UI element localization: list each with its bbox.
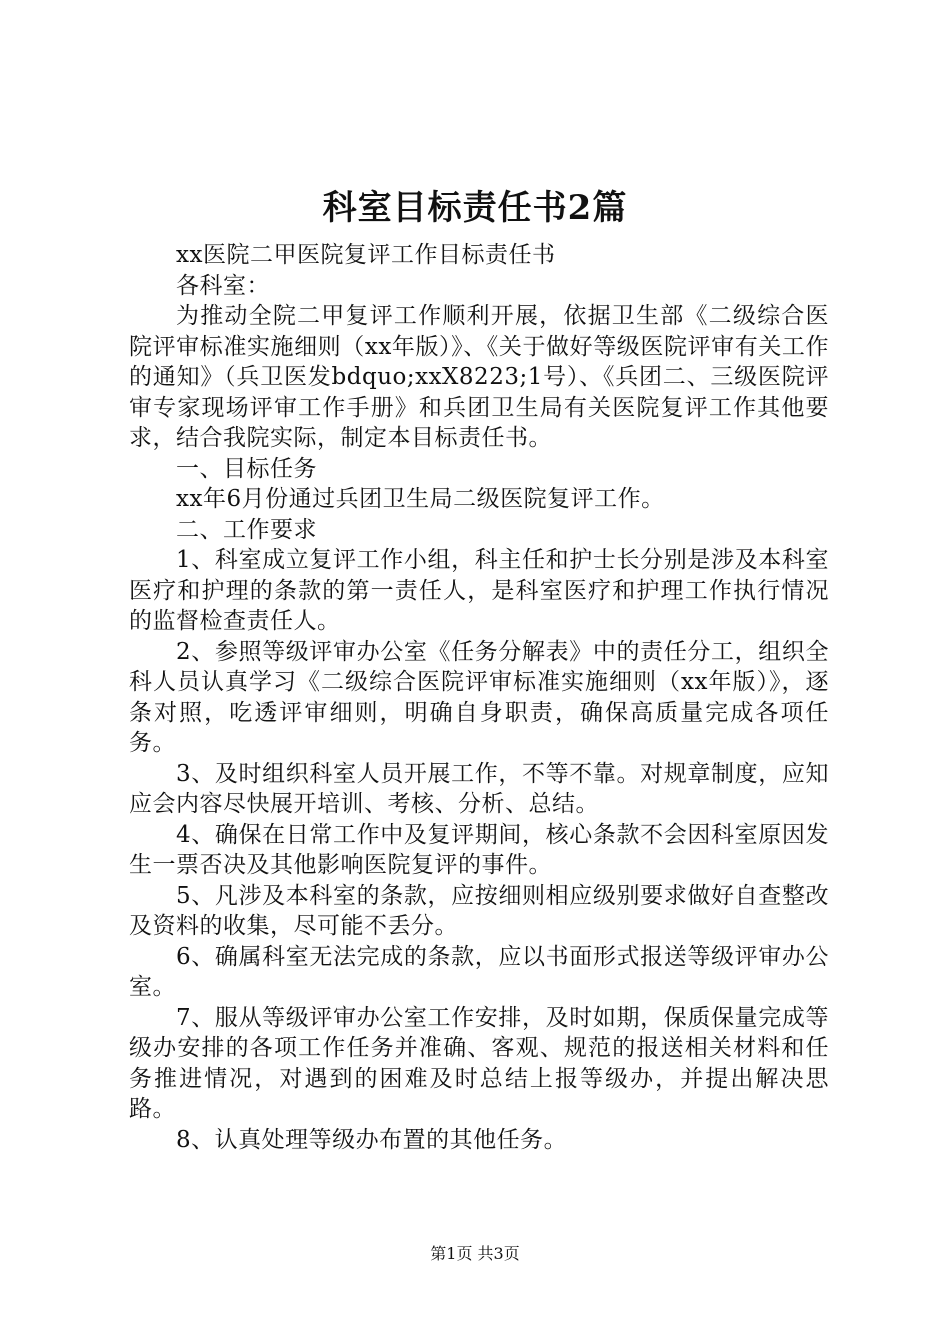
page-number-footer: 第1页 共3页 bbox=[430, 1244, 520, 1263]
section-heading-requirements: 二、工作要求 bbox=[176, 516, 317, 543]
requirement-item: 2、参照等级评审办公室《任务分解表》中的责任分工，组织全科人员认真学习《二级综合医院评审标准实施细则（xx年版）》，逐条对照，吃透评审细则，明确自身职责，确保高质量完成各项任务。 bbox=[129, 638, 829, 756]
document-body bbox=[129, 240, 829, 1155]
paragraph-heading-line: xx医院二甲医院复评工作目标责任书 bbox=[176, 242, 556, 268]
paragraph-intro: 为推动全院二甲复评工作顺利开展，依据卫生部《二级综合医院评审标准实施细则（xx年版）》、《关于做好等级医院评审有关工作的通知》（兵卫医发bdquo;xxX8223;1号）、《兵团二、三级医院评审专家现场评审工作手册》和兵团卫生局有关医院复评工作其他要求，结合我院实际，制定本目标责任书。 bbox=[129, 303, 829, 451]
document-title: 科室目标责任书2篇 bbox=[322, 188, 628, 228]
requirement-item: 3、及时组织科室人员开展工作，不等不靠。对规章制度，应知应会内容尽快展开培训、考核、分析、总结。 bbox=[129, 760, 829, 817]
requirement-item: 5、凡涉及本科室的条款，应按细则相应级别要求做好自查整改及资料的收集，尽可能不丢分。 bbox=[129, 882, 829, 939]
paragraph-goal: xx年6月份通过兵团卫生局二级医院复评工作。 bbox=[176, 486, 665, 512]
requirement-item: 8、认真处理等级办布置的其他任务。 bbox=[176, 1126, 568, 1153]
requirement-item: 1、科室成立复评工作小组，科主任和护士长分别是涉及本科室医疗和护理的条款的第一责任人，是科室医疗和护理工作执行情况的监督检查责任人。 bbox=[129, 547, 829, 634]
requirement-item: 6、确属科室无法完成的条款，应以书面形式报送等级评审办公室。 bbox=[129, 943, 829, 1000]
requirement-item: 4、确保在日常工作中及复评期间，核心条款不会因科室原因发生一票否决及其他影响医院复评的事件。 bbox=[129, 821, 829, 878]
section-heading-goals: 一、目标任务 bbox=[176, 455, 317, 482]
requirement-item: 7、服从等级评审办公室工作安排，及时如期，保质保量完成等级办安排的各项工作任务并准确、客观、规范的报送相关材料和任务推进情况，对遇到的困难及时总结上报等级办，并提出解决思路。 bbox=[129, 1004, 829, 1122]
paragraph-salutation: 各科室： bbox=[176, 272, 270, 299]
